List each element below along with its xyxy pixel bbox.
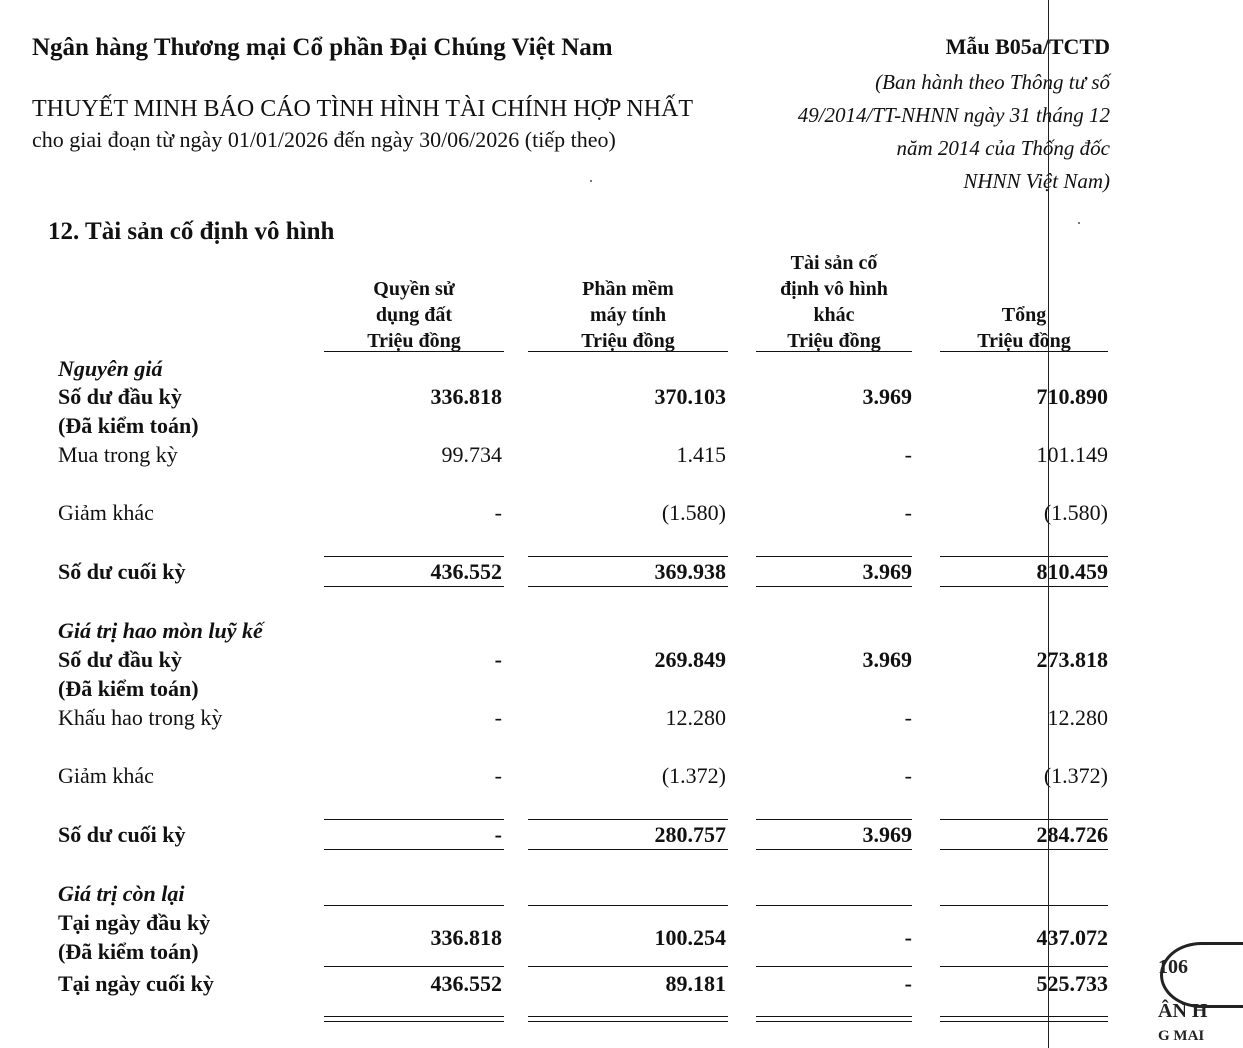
form-note-line: (Ban hành theo Thông tư số — [875, 70, 1110, 94]
row-rule — [324, 966, 504, 967]
table-cell: 437.072 — [1036, 925, 1108, 950]
row-label: Mua trong kỳ — [58, 442, 178, 467]
row-label: Số dư đầu kỳ — [58, 384, 182, 409]
column-header-other-intangible — [756, 250, 912, 354]
group-label-depreciation: Giá trị hao mòn luỹ kế — [58, 618, 263, 643]
table-cell: - — [494, 500, 502, 525]
total-rule — [528, 849, 728, 850]
double-rule — [528, 1016, 728, 1017]
table-cell: 101.149 — [1036, 442, 1108, 467]
double-rule — [324, 1016, 504, 1017]
column-header-line: máy tính — [589, 304, 667, 326]
double-rule — [528, 1021, 728, 1022]
table-cell: - — [904, 971, 912, 996]
form-note-line: 49/2014/TT-NHNN ngày 31 tháng 12 — [797, 103, 1110, 127]
table-cell: 3.969 — [862, 559, 912, 584]
row-label: Khấu hao trong kỳ — [58, 705, 223, 730]
table-cell: 369.938 — [654, 559, 726, 584]
row-label: Số dư cuối kỳ — [58, 822, 186, 847]
row-label: Số dư đầu kỳ — [58, 647, 182, 672]
section-rule — [940, 905, 1108, 906]
table-cell: 436.552 — [430, 559, 502, 584]
stamp-text: ÂN H — [1158, 1000, 1208, 1022]
row-label: Giảm khác — [58, 500, 154, 525]
table-cell: 3.969 — [862, 822, 912, 847]
table-cell: - — [904, 763, 912, 788]
double-rule — [756, 1021, 912, 1022]
total-rule — [528, 586, 728, 587]
column-header-line: Phần mềm — [582, 278, 674, 300]
stamp-text: 106 — [1158, 956, 1188, 978]
column-header-line: Triệu đồng — [581, 330, 675, 352]
total-rule — [940, 586, 1108, 587]
table-cell: 273.818 — [1036, 647, 1108, 672]
total-rule — [756, 586, 912, 587]
header-rule — [940, 351, 1108, 352]
section-title: 12. Tài sản cố định vô hình — [48, 218, 335, 245]
table-cell: - — [904, 500, 912, 525]
scan-dot — [1078, 222, 1080, 224]
table-cell: 710.890 — [1036, 384, 1108, 409]
section-rule — [756, 905, 912, 906]
column-header-line: Quyền sử — [373, 278, 455, 300]
scan-dot — [590, 180, 592, 182]
subtotal-rule — [324, 819, 504, 820]
table-cell: 525.733 — [1036, 971, 1108, 996]
table-cell: 3.969 — [862, 384, 912, 409]
subtotal-rule — [528, 819, 728, 820]
section-rule — [324, 905, 504, 906]
subtotal-rule — [528, 556, 728, 557]
column-header-line: Triệu đồng — [787, 330, 881, 352]
scan-fold-line — [1048, 0, 1049, 1048]
row-label: Giảm khác — [58, 763, 154, 788]
total-rule — [756, 849, 912, 850]
row-sublabel: (Đã kiểm toán) — [58, 676, 199, 701]
table-cell: - — [494, 705, 502, 730]
table-cell: 370.103 — [654, 384, 726, 409]
report-period: cho giai đoạn từ ngày 01/01/2026 đến ngày 30/06/2026 (tiếp theo) — [32, 127, 616, 152]
table-cell: 89.181 — [665, 971, 726, 996]
row-rule — [940, 966, 1108, 967]
column-header-line: Triệu đồng — [367, 330, 461, 352]
column-header-line: định vô hình — [780, 278, 888, 300]
row-label: Tại ngày đầu kỳ — [58, 910, 211, 935]
subtotal-rule — [940, 556, 1108, 557]
table-cell: 336.818 — [430, 384, 502, 409]
header-rule — [324, 351, 504, 352]
header-rule — [528, 351, 728, 352]
table-cell: 1.415 — [676, 442, 726, 467]
bank-name: Ngân hàng Thương mại Cổ phần Đại Chúng Việt Nam — [32, 34, 613, 61]
table-cell: 3.969 — [862, 647, 912, 672]
table-cell: 280.757 — [654, 822, 726, 847]
stamp-text: G MAI — [1158, 1028, 1205, 1044]
row-label: Tại ngày cuối kỳ — [58, 971, 214, 996]
subtotal-rule — [940, 819, 1108, 820]
table-cell: 336.818 — [430, 925, 502, 950]
column-header-line: Tổng — [1001, 304, 1047, 326]
table-cell: - — [494, 647, 502, 672]
subtotal-rule — [756, 556, 912, 557]
row-sublabel: (Đã kiểm toán) — [58, 413, 199, 438]
group-label-net: Giá trị còn lại — [58, 881, 185, 906]
column-header-line: khác — [813, 304, 855, 326]
column-header-total — [940, 302, 1108, 354]
table-cell: (1.580) — [1043, 500, 1108, 525]
subtotal-rule — [756, 819, 912, 820]
double-rule — [940, 1016, 1108, 1017]
table-cell: 12.280 — [1047, 705, 1108, 730]
total-rule — [324, 849, 504, 850]
subtotal-rule — [324, 556, 504, 557]
form-code: Mẫu B05a/TCTD — [945, 34, 1110, 59]
table-cell: 99.734 — [441, 442, 502, 467]
double-rule — [756, 1016, 912, 1017]
table-cell: 100.254 — [654, 925, 726, 950]
table-cell: - — [494, 822, 502, 847]
group-label-cost: Nguyên giá — [58, 356, 163, 381]
report-title: THUYẾT MINH BÁO CÁO TÌNH HÌNH TÀI CHÍNH HỢP NHẤT — [32, 96, 694, 122]
table-cell: - — [904, 925, 912, 950]
form-note — [798, 66, 1110, 198]
total-rule — [940, 849, 1108, 850]
table-cell: (1.372) — [661, 763, 726, 788]
header-rule — [756, 351, 912, 352]
total-rule — [324, 586, 504, 587]
table-cell: 12.280 — [665, 705, 726, 730]
table-cell: - — [494, 763, 502, 788]
column-header-line: dụng đất — [375, 304, 453, 326]
table-cell: 269.849 — [654, 647, 726, 672]
form-note-line: NHNN Việt Nam) — [963, 169, 1110, 193]
form-note-line: năm 2014 của Thống đốc — [896, 136, 1110, 160]
table-cell: 284.726 — [1036, 822, 1108, 847]
row-label: Số dư cuối kỳ — [58, 559, 186, 584]
table-cell: 436.552 — [430, 971, 502, 996]
row-rule — [756, 966, 912, 967]
table-cell: 810.459 — [1036, 559, 1108, 584]
table-cell: - — [904, 705, 912, 730]
double-rule — [324, 1021, 504, 1022]
row-rule — [528, 966, 728, 967]
section-rule — [528, 905, 728, 906]
column-header-software — [528, 276, 728, 354]
table-cell: (1.372) — [1043, 763, 1108, 788]
column-header-line: Triệu đồng — [977, 330, 1071, 352]
column-header-line: Tài sản cố — [790, 252, 878, 274]
row-sublabel: (Đã kiểm toán) — [58, 939, 199, 964]
double-rule — [940, 1021, 1108, 1022]
table-cell: - — [904, 442, 912, 467]
column-header-land-use-rights — [324, 276, 504, 354]
table-cell: (1.580) — [661, 500, 726, 525]
